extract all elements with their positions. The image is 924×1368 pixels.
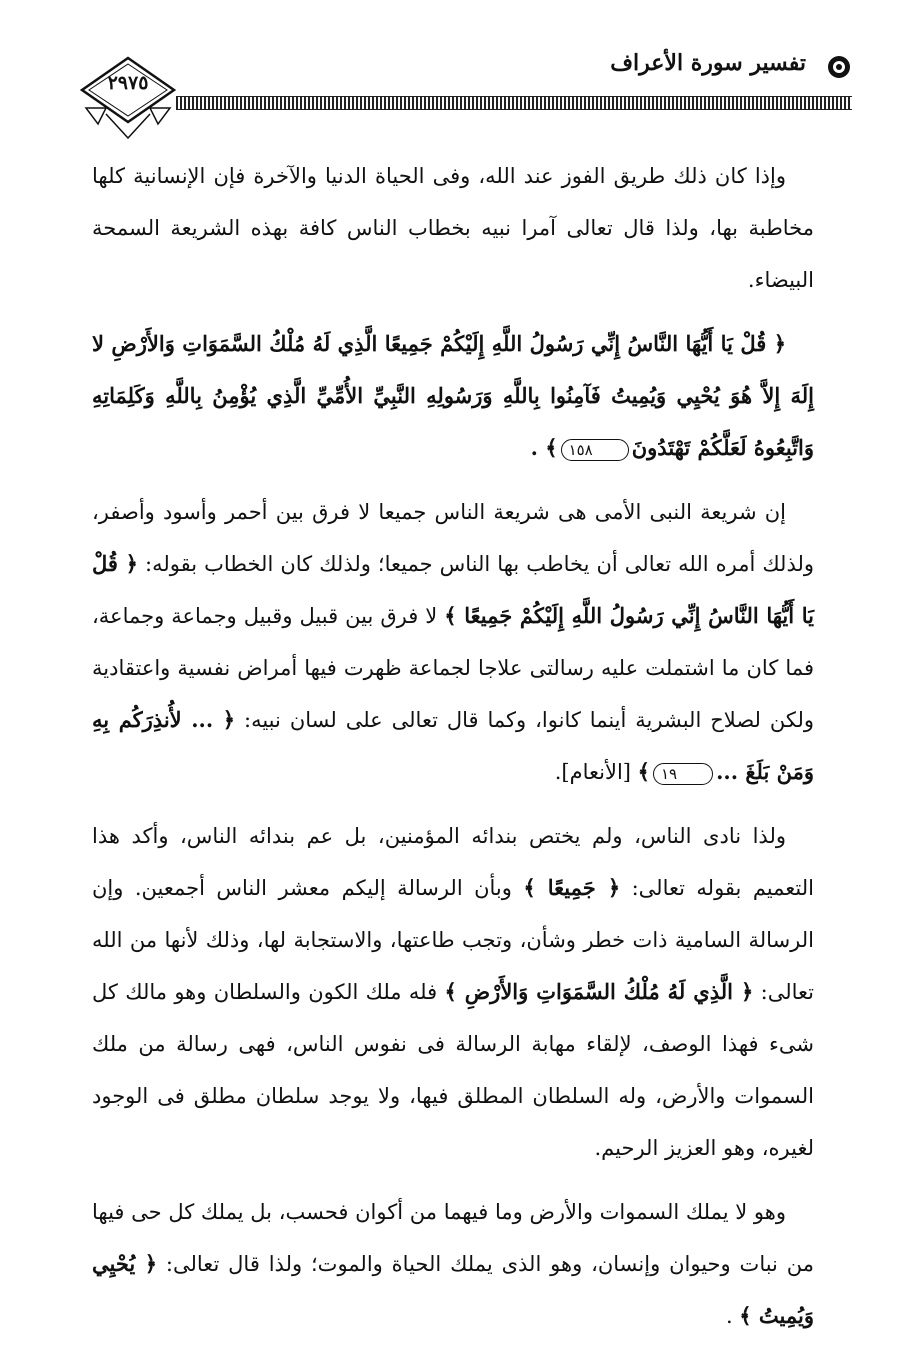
paragraph bbox=[92, 150, 814, 306]
paragraph bbox=[92, 810, 814, 1174]
quran-verse: ﴿ قُلْ يَا أَيُّهَا النَّاسُ إِنِّي رَسُولُ اللَّهِ إِلَيْكُمْ جَمِيعًا الَّذِي لَهُ مُلْكُ السَّمَوَاتِ وَالأَرْضِ لا إِلَهَ إِلاَّ هُوَ يُحْيِي وَيُمِيتُ فَآمِنُوا بِاللَّهِ وَرَسُولِهِ النَّبِيِّ الأُمِّيِّ الَّذِي يُؤْمِنُ بِاللَّهِ وَكَلِمَاتِهِ وَاتَّبِعُوهُ لَعَلَّكُمْ تَهْتَدُونَ bbox=[92, 331, 814, 460]
quran-verse: ﴾ . bbox=[530, 435, 558, 460]
body-text: وهو لا يملك السموات والأرض وما فيهما من أكوان فحسب، بل يملك كل حى فيها من نبات وحيوان وإنسان، وهو الذى يملك الحياة والموت؛ ولذا قال تعالى: bbox=[92, 1200, 815, 1276]
body-text: لا فرق بين قبيل وقبيل وجماعة وجماعة، فما كان ما اشتملت عليه رسالتى علاجا لجماعة ظهرت فيها أمراض نفسية واعتقادية ولكن لصلاح البشرية أينما كانوا، وكما قال تعالى على لسان نبيه: bbox=[92, 604, 815, 732]
paragraph bbox=[92, 1186, 814, 1342]
body-text: وبأن الرسالة إليكم معشر الناس أجمعين. وإن الرسالة السامية ذات خطر وشأن، وتجب طاعتها، والاستجابة لها، وذلك لأنها من الله تعالى: bbox=[92, 876, 814, 1004]
body-text: ولذا نادى الناس، ولم يختص بندائه المؤمنين، بل عم بندائه الناس، وأكد هذا التعميم بقوله تعالى: bbox=[92, 824, 814, 900]
quran-verse: ﴿ قُلْ يَا أَيُّهَا النَّاسُ إِنِّي رَسُولُ اللَّهِ إِلَيْكُمْ جَمِيعًا ﴾ bbox=[92, 551, 814, 628]
header-rule bbox=[176, 96, 852, 110]
ornament-icon bbox=[826, 54, 852, 80]
ayah-number: ١٩ bbox=[653, 763, 713, 785]
page-body bbox=[92, 150, 814, 1354]
paragraph bbox=[92, 486, 814, 798]
chapter-title: تفسير سورة الأعراف bbox=[610, 50, 806, 76]
quran-verse: ﴿ ... لأُنذِرَكُم بِهِ وَمَنْ بَلَغَ ... bbox=[92, 707, 814, 784]
body-text: إن شريعة النبى الأمى هى شريعة الناس جميعا لا فرق بين أحمر وأسود وأصفر، ولذلك أمره الله تعالى أن يخاطب بها الناس جميعا؛ ولذلك كان الخطاب بقوله: bbox=[92, 500, 815, 576]
quran-verse: ﴿ يُحْيِي وَيُمِيتُ ﴾ bbox=[92, 1251, 814, 1328]
body-text: فله ملك الكون والسلطان وهو مالك كل شىء فهذا الوصف، لإلقاء مهابة الرسالة فى نفوس الناس، فهى رسالة من ملك السموات والأرض، وله السلطان المطلق فيها، ولا يوجد سلطان مطلق فى الوجود لغيره، وهو العزيز الرحيم. bbox=[92, 980, 814, 1160]
body-text: . bbox=[725, 1304, 740, 1328]
page-number: ٢٩٧٥ bbox=[107, 72, 149, 94]
quran-verse: ﴾ bbox=[637, 759, 650, 784]
page-number-frame-icon bbox=[78, 54, 178, 146]
quran-verse: ﴿ جَمِيعًا ﴾ bbox=[523, 875, 621, 900]
body-text: وإذا كان ذلك طريق الفوز عند الله، وفى الحياة الدنيا والآخرة فإن الإنسانية كلها مخاطبة بها، ولذا قال تعالى آمرا نبيه بخطاب الناس كافة بهذه الشريعة السمحة البيضاء. bbox=[92, 164, 814, 292]
paragraph bbox=[92, 318, 814, 474]
ayah-number: ١٥٨ bbox=[561, 439, 629, 461]
body-text: [الأنعام]. bbox=[554, 760, 638, 784]
quran-verse: ﴿ الَّذِي لَهُ مُلْكُ السَّمَوَاتِ وَالأَرْضِ ﴾ bbox=[444, 979, 754, 1004]
